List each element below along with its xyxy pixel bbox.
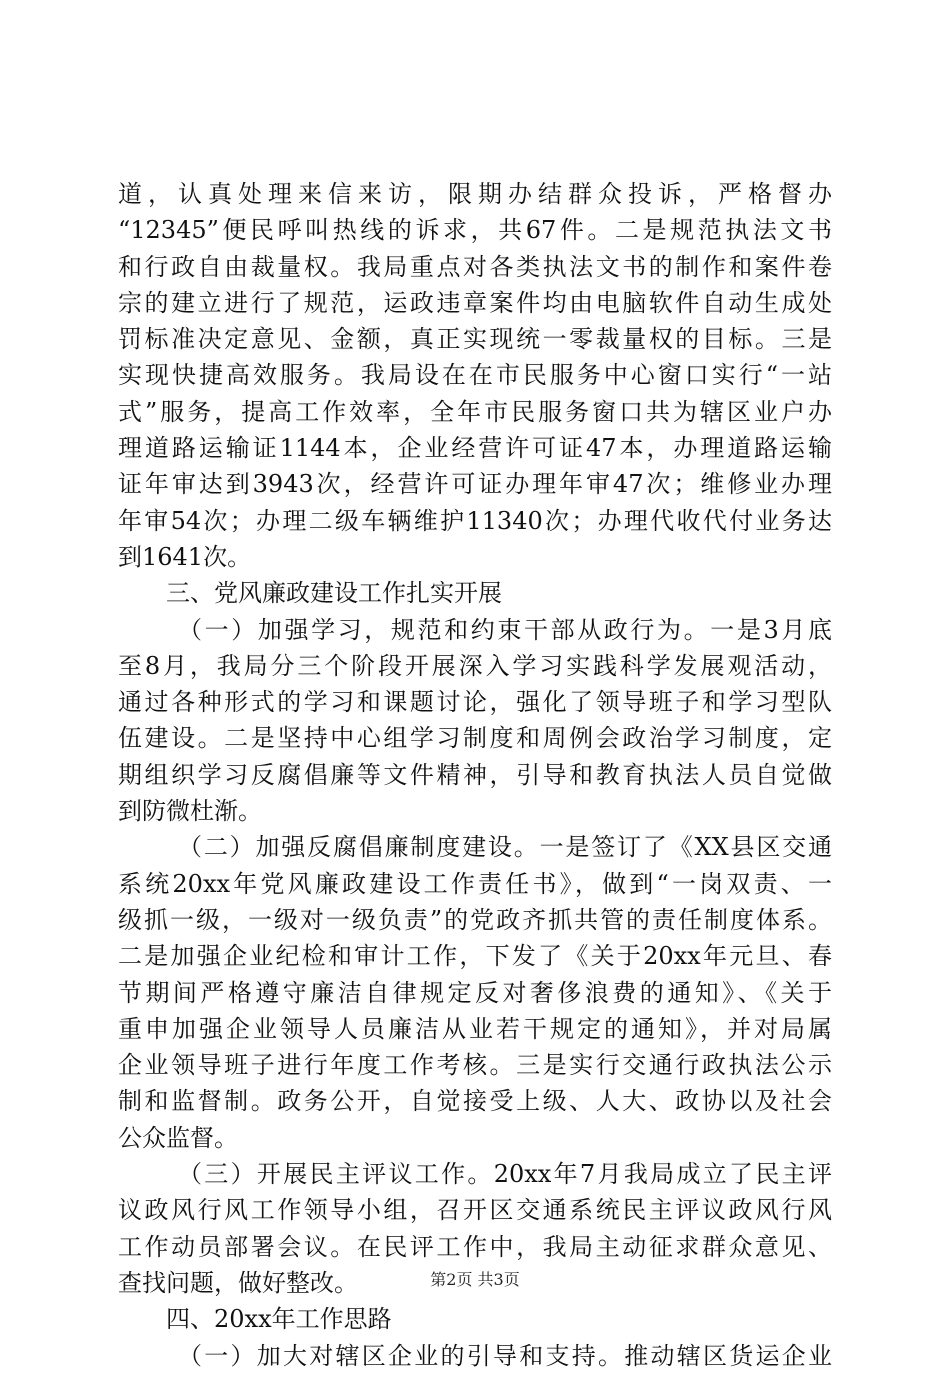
text-line: 制和监督制。政务公开，自觉接受上级、人大、政协以及社会 [118, 1087, 832, 1116]
text-line: 节期间严格遵守廉洁自律规定反对奢侈浪费的通知》、《关于 [118, 978, 832, 1007]
text-line: 期组织学习反腐倡廉等文件精神，引导和教育执法人员自觉做 [118, 760, 832, 789]
text-line: 公众监督。 [118, 1123, 238, 1152]
text-line: 工作动员部署会议。在民评工作中，我局主动征求群众意见、 [118, 1232, 832, 1261]
page-number-footer: 第2页 共3页 [430, 1270, 520, 1289]
text-line: 企业领导班子进行年度工作考核。三是实行交通行政执法公示 [118, 1051, 832, 1080]
text-line: 至8月，我局分三个阶段开展深入学习实践科学发展观活动， [118, 651, 832, 680]
text-line: 实现快捷高效服务。我局设在在市民服务中心窗口实行“一站 [118, 361, 832, 390]
text-line: 二是加强企业纪检和审计工作，下发了《关于20xx年元旦、春 [118, 942, 832, 971]
document-body [118, 176, 832, 1374]
text-line: 到防微杜渐。 [118, 797, 262, 826]
text-line: 重申加强企业领导人员廉洁从业若干规定的通知》，并对局属 [118, 1014, 832, 1043]
text-line: 查找问题，做好整改。 [118, 1268, 358, 1297]
text-line: 罚标准决定意见、金额，真正实现统一零裁量权的目标。三是 [118, 325, 832, 354]
text-line: 级抓一级，一级对一级负责”的党政齐抓共管的责任制度体系。 [118, 905, 832, 934]
text-line: “12345”便民呼叫热线的诉求，共67件。二是规范执法文书 [118, 216, 832, 245]
paragraph-first-line: （三）开展民主评议工作。20xx年7月我局成立了民主评 [178, 1160, 832, 1189]
paragraph-first-line: （一）加大对辖区企业的引导和支持。推动辖区货运企业 [178, 1341, 832, 1370]
paragraph-first-line: （一）加强学习，规范和约束干部从政行为。一是3月底 [178, 615, 832, 644]
text-line: 和行政自由裁量权。我局重点对各类执法文书的制作和案件卷 [118, 252, 832, 281]
text-line: 伍建设。二是坚持中心组学习制度和周例会政治学习制度，定 [118, 724, 832, 753]
section-heading: 四、20xx年工作思路 [166, 1305, 392, 1334]
text-line: 道，认真处理来信来访，限期办结群众投诉，严格督办 [118, 180, 832, 208]
text-line: 证年审达到3943次，经营许可证办理年审47次；维修业办理 [118, 470, 832, 499]
text-line: 议政风行风工作领导小组，召开区交通系统民主评议政风行风 [118, 1196, 832, 1225]
text-line: 宗的建立进行了规范，运政违章案件均由电脑软件自动生成处 [118, 288, 832, 317]
text-line: 年审54次；办理二级车辆维护11340次；办理代收代付业务达 [118, 506, 832, 535]
text-line: 系统20xx年党风廉政建设工作责任书》，做到“一岗双责、一 [118, 869, 832, 898]
paragraph-first-line: （二）加强反腐倡廉制度建设。一是签订了《XX县区交通 [178, 833, 832, 862]
text-line: 式”服务，提高工作效率，全年市民服务窗口共为辖区业户办 [118, 397, 832, 426]
text-line: 到1641次。 [118, 542, 252, 571]
section-heading: 三、党风廉政建设工作扎实开展 [166, 579, 502, 608]
text-line: 理道路运输证1144本，企业经营许可证47本，办理道路运输 [118, 434, 832, 463]
text-line: 通过各种形式的学习和课题讨论，强化了领导班子和学习型队 [118, 688, 832, 717]
